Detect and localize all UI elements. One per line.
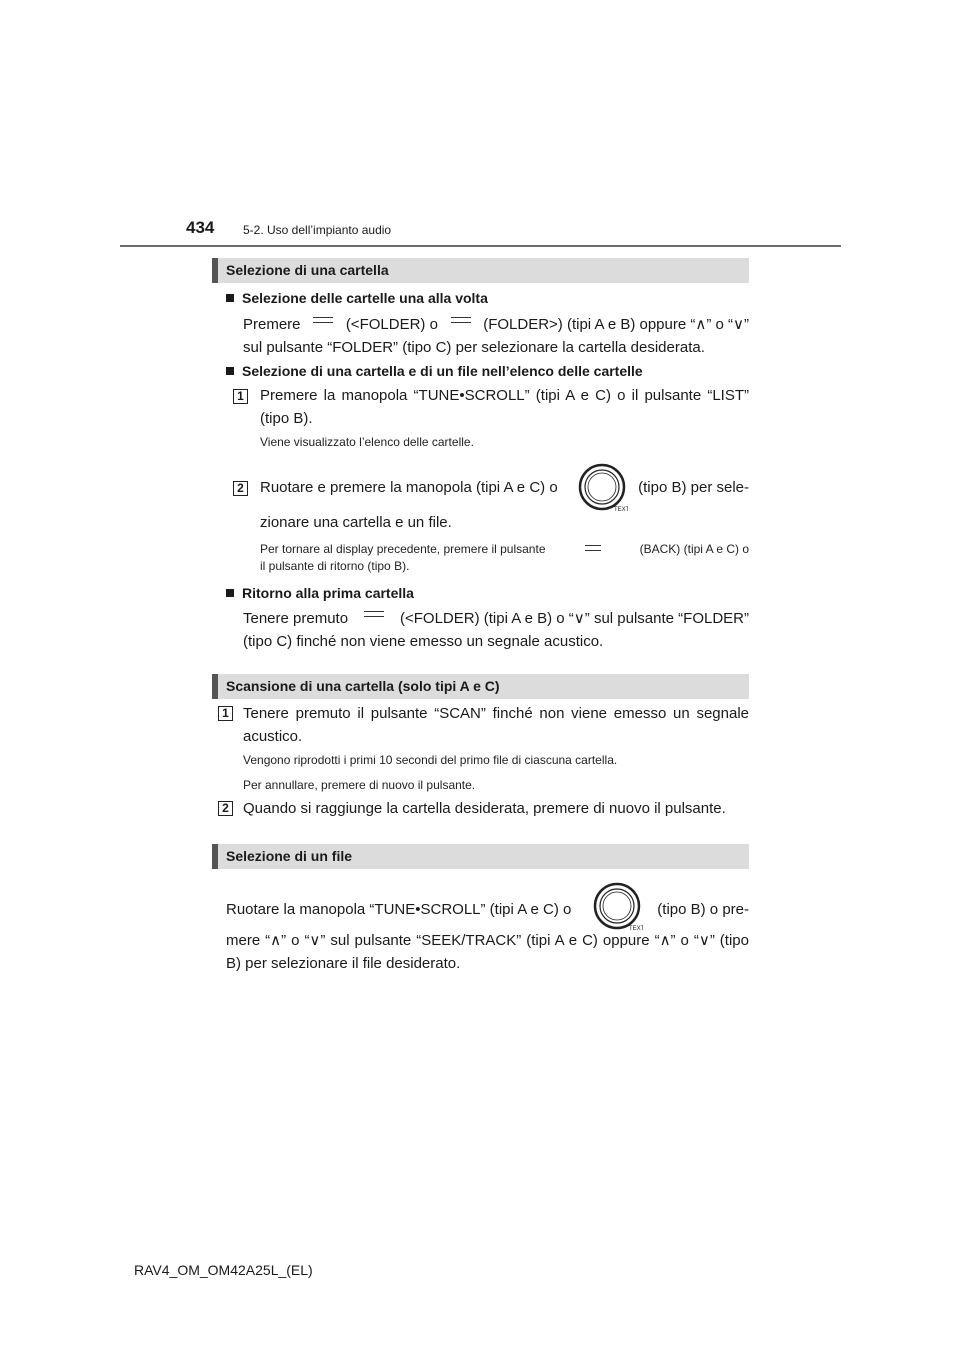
header-rule <box>120 245 841 247</box>
step-note: Viene visualizzato l’elenco delle cartelle. <box>260 435 474 449</box>
section-heading-folder-select: Selezione di una cartella <box>212 258 749 283</box>
step-note: Per annullare, premere di nuovo il pulsante. <box>243 778 476 792</box>
paragraph-file-select: Ruotare la manopola “TUNE•SCROLL” (tipi A e C) o (tipo B) o pre- <box>226 901 749 918</box>
section-heading-file-select: Selezione di un file <box>212 844 749 869</box>
square-bullet-icon <box>226 589 234 597</box>
section-name: 5-2. Uso dell’impianto audio <box>243 223 392 237</box>
step-note: Vengono riprodotti i primi 10 secondi del primo file di ciascuna cartella. <box>243 753 618 767</box>
step-note: Per tornare al display precedente, premere il pulsante (BACK) (tipi A e C) o il pulsante di ritorno (tipo B). <box>260 542 749 573</box>
step-text-continued: zionare una cartella e un file. <box>260 514 452 531</box>
step-number: 1 <box>233 389 248 404</box>
folder-back-button-icon <box>311 313 335 326</box>
step-text: Quando si raggiunge la cartella desiderata, premere di nuovo il pulsante. <box>243 800 726 817</box>
step-number: 1 <box>218 706 233 721</box>
subheading-one-at-a-time: Selezione delle cartelle una alla volta <box>226 290 488 306</box>
subheading-return-first-folder: Ritorno alla prima cartella <box>226 585 414 601</box>
tune-knob-icon <box>578 463 628 518</box>
subheading-folder-list: Selezione di una cartella e di un file nell’elenco delle cartelle <box>226 363 643 379</box>
svg-text:TEXT: TEXT <box>614 507 628 513</box>
document-code-footer: RAV4_OM_OM42A25L_(EL) <box>134 1262 313 1278</box>
paragraph-one-at-a-time: Premere (<FOLDER) o (FOLDER>) (tipi A e B) oppure “∧” o “∨” sul pulsante “FOLDER” (tipo C) per selezionare la cartella desiderata. <box>243 313 749 359</box>
step-text: Ruotare e premere la manopola (tipi A e C) o (tipo B) per sele- <box>260 479 749 496</box>
back-button-icon <box>583 541 603 554</box>
step-text: Tenere premuto il pulsante “SCAN” finché non viene emesso un segnale acustico. <box>243 705 749 745</box>
square-bullet-icon <box>226 294 234 302</box>
paragraph-file-select-continued: mere “∧” o “∨” sul pulsante “SEEK/TRACK” (tipi A e C) oppure “∧” o “∨” (tipo B) per selezionare il file desiderato. <box>226 932 749 972</box>
folder-forward-button-icon <box>449 313 473 326</box>
folder-back-button-icon <box>362 607 386 620</box>
step-text: Premere la manopola “TUNE•SCROLL” (tipi A e C) o il pulsante “LIST” (tipo B). <box>260 387 749 427</box>
svg-text:TEXT: TEXT <box>629 926 643 932</box>
paragraph-return-first-folder: Tenere premuto (<FOLDER) (tipi A e B) o “∨” sul pulsante “FOLDER” (tipo C) finché non viene emesso un segnale acustico. <box>243 607 749 653</box>
square-bullet-icon <box>226 367 234 375</box>
step-number: 2 <box>233 481 248 496</box>
step-number: 2 <box>218 801 233 816</box>
page-number: 434 <box>186 218 215 237</box>
section-heading-folder-scan: Scansione di una cartella (solo tipi A e C) <box>212 674 749 699</box>
